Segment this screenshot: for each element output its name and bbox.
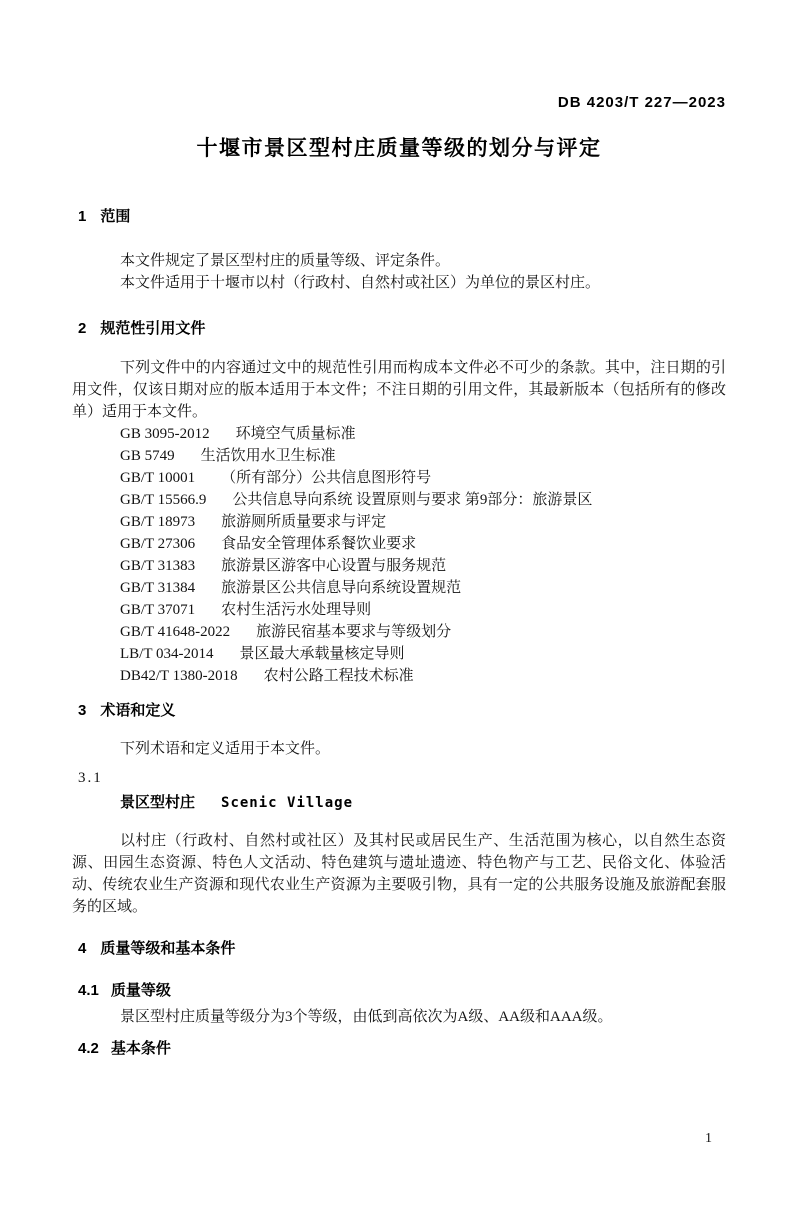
clause-4-2-number: 4.2 — [78, 1040, 99, 1057]
term-3-1 — [72, 792, 726, 814]
clause-4-1-number: 4.1 — [78, 982, 99, 999]
normative-references-intro: 下列文件中的内容通过文中的规范性引用而构成本文件必不可少的条款。其中，注日期的引用文件，仅该日期对应的版本适用于本文件；不注日期的引用文件，其最新版本（包括所有的修改单）适用于本文件。 — [72, 360, 726, 420]
normative-references-list — [72, 423, 726, 687]
clause-4-heading — [72, 938, 726, 960]
reference-item — [72, 467, 726, 489]
page-number: 1 — [705, 1131, 712, 1146]
reference-code: GB/T 18973 — [120, 514, 196, 530]
reference-code: GB/T 31384 — [120, 580, 196, 596]
reference-code: GB/T 41648-2022 — [120, 624, 231, 640]
reference-title: 食品安全管理体系餐饮业要求 — [221, 536, 417, 552]
term-en: Scenic Village — [221, 795, 354, 811]
clause-4-1-paragraph: 景区型村庄质量等级分为3个等级，由低到高依次为A级、AA级和AAA级。 — [120, 1009, 613, 1025]
reference-title: 旅游厕所质量要求与评定 — [221, 514, 387, 530]
reference-item — [72, 445, 726, 467]
reference-title: 环境空气质量标准 — [235, 426, 356, 442]
clause-4-1-title: 质量等级 — [110, 982, 171, 999]
clause-3-title: 术语和定义 — [100, 702, 176, 719]
clause-4-2-title: 基本条件 — [110, 1040, 171, 1057]
clause-4-number: 4 — [78, 940, 87, 957]
clause-4-2-heading — [72, 1038, 726, 1060]
reference-item — [72, 489, 726, 511]
scope-paragraph-1: 本文件规定了景区型村庄的质量等级、评定条件。 — [120, 253, 451, 269]
clause-1-number: 1 — [78, 208, 87, 225]
scope-paragraph-2: 本文件适用于十堰市以村（行政村、自然村或社区）为单位的景区村庄。 — [120, 275, 601, 291]
document-title: 十堰市景区型村庄质量等级的划分与评定 — [196, 137, 602, 160]
reference-item — [72, 599, 726, 621]
standard-code: DB 4203/T 227—2023 — [557, 94, 726, 111]
reference-item — [72, 555, 726, 577]
reference-title: 生活饮用水卫生标准 — [200, 448, 336, 464]
term-3-1-definition: 以村庄（行政村、自然村或社区）及其村民或居民生产、生活范围为核心，以自然生态资源、田园生态资源、特色人文活动、特色建筑与遗址遗迹、特色物产与工艺、民俗文化、体验活动、传统农业生产资源和现代农业生产资源为主要吸引物，具有一定的公共服务设施及旅游配套服务的区域。 — [72, 833, 726, 915]
terms-intro: 下列术语和定义适用于本文件。 — [120, 741, 331, 757]
reference-code: GB/T 37071 — [120, 602, 196, 618]
reference-title: 旅游景区公共信息导向系统设置规范 — [221, 580, 462, 596]
clause-1-title: 范围 — [100, 208, 131, 225]
clause-2-title: 规范性引用文件 — [100, 320, 206, 337]
reference-title: 农村生活污水处理导则 — [221, 602, 372, 618]
reference-item — [72, 643, 726, 665]
clause-3-heading — [72, 700, 726, 722]
reference-item — [72, 621, 726, 643]
reference-code: GB/T 27306 — [120, 536, 196, 552]
reference-item — [72, 577, 726, 599]
term-3-1-number: 3.1 — [78, 770, 103, 786]
reference-title: 旅游景区游客中心设置与服务规范 — [221, 558, 447, 574]
document-page — [0, 92, 800, 1224]
reference-item — [72, 665, 726, 687]
reference-code: DB42/T 1380-2018 — [120, 668, 238, 684]
clause-4-title: 质量等级和基本条件 — [100, 940, 236, 957]
reference-code: GB 3095-2012 — [120, 426, 210, 442]
clause-3-number: 3 — [78, 702, 87, 719]
reference-title: （所有部分）公共信息图形符号 — [221, 470, 432, 486]
reference-item — [72, 533, 726, 555]
reference-code: GB 5749 — [120, 448, 175, 464]
reference-item — [72, 423, 726, 445]
clause-1-heading — [72, 206, 726, 228]
reference-title: 景区最大承载量核定导则 — [239, 646, 405, 662]
reference-title: 旅游民宿基本要求与等级划分 — [256, 624, 452, 640]
clause-2-heading — [72, 318, 726, 340]
reference-code: GB/T 10001 — [120, 470, 196, 486]
reference-code: LB/T 034-2014 — [120, 646, 214, 662]
reference-code: GB/T 15566.9 — [120, 492, 207, 508]
reference-title: 公共信息导向系统 设置原则与要求 第9部分：旅游景区 — [232, 492, 593, 508]
reference-title: 农村公路工程技术标准 — [263, 668, 414, 684]
reference-code: GB/T 31383 — [120, 558, 196, 574]
clause-2-number: 2 — [78, 320, 87, 337]
reference-item — [72, 511, 726, 533]
term-zh: 景区型村庄 — [120, 794, 196, 811]
clause-4-1-heading — [72, 980, 726, 1002]
